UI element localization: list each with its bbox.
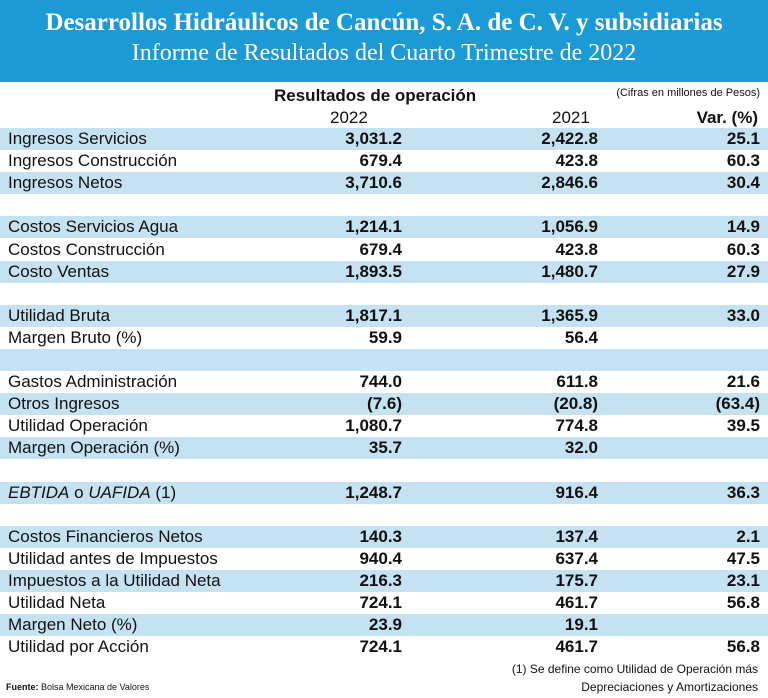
table-row [0, 172, 768, 194]
table-row [0, 459, 768, 481]
row-label: Utilidad Operación [8, 416, 148, 436]
table-row [0, 194, 768, 216]
value-2022 [270, 349, 402, 371]
table-row [0, 261, 768, 283]
table-row [0, 482, 768, 504]
value-2022: 1,817.1 [270, 305, 402, 327]
value-2022: 679.4 [359, 239, 402, 259]
row-label: Ingresos Construcción [8, 151, 178, 171]
row-label: Margen Bruto (%) [8, 327, 143, 347]
row-label: Ingresos Servicios [0, 128, 270, 150]
value-2022: 940.4 [359, 548, 402, 568]
column-header-2022: 2022 [330, 108, 368, 127]
table-row [0, 150, 768, 172]
table-row [0, 504, 768, 526]
value-2021 [402, 283, 598, 305]
value-var: 56.8 [726, 593, 760, 613]
row-label: Costo Ventas [0, 261, 270, 283]
value-2022 [270, 459, 402, 481]
source-label: Fuente: [6, 682, 39, 693]
table-row [0, 371, 768, 393]
value-2022: 1,080.7 [345, 416, 402, 436]
source-note [6, 682, 149, 692]
value-2021: 637.4 [555, 548, 598, 568]
value-2021: 774.8 [555, 416, 598, 436]
value-2021: 916.4 [402, 482, 598, 504]
row-label [0, 504, 270, 526]
value-2022: 1,214.1 [270, 216, 402, 238]
value-2022: 1,893.5 [270, 261, 402, 283]
row-label: Impuestos a la Utilidad Neta [0, 570, 270, 592]
table-row [0, 614, 768, 636]
row-label: Margen Operación (%) [0, 437, 270, 459]
row-label: Ingresos Netos [0, 172, 270, 194]
section-title: Resultados de operación [274, 86, 477, 105]
row-label [0, 349, 270, 371]
value-2022 [270, 283, 402, 305]
row-label: Margen Neto (%) [0, 614, 270, 636]
row-label: Utilidad Bruta [0, 305, 270, 327]
value-2021 [402, 459, 598, 481]
value-2021 [402, 194, 598, 216]
row-label: Costos Financieros Netos [0, 526, 270, 548]
report-banner [0, 0, 768, 82]
table-row [0, 548, 768, 570]
value-var: 33.0 [598, 305, 768, 327]
column-header-2021: 2021 [552, 108, 590, 127]
row-label: Utilidad por Acción [8, 637, 149, 657]
units-note: (Cifras en millones de Pesos) [616, 87, 760, 99]
value-2022: 216.3 [270, 570, 402, 592]
row-label [0, 459, 270, 481]
value-2021: 137.4 [402, 526, 598, 548]
row-label: Utilidad antes de Impuestos [8, 548, 218, 568]
value-2022: 744.0 [359, 372, 402, 392]
value-2022: 59.9 [368, 327, 402, 347]
value-2021: 2,846.6 [402, 172, 598, 194]
table-row [0, 570, 768, 592]
table-row [0, 437, 768, 459]
value-2022: 3,710.6 [270, 172, 402, 194]
value-2022: 724.1 [359, 593, 402, 613]
column-header-var: Var. (%) [696, 108, 758, 127]
row-label: Costos Servicios Agua [0, 216, 270, 238]
value-2021: (20.8) [402, 393, 598, 415]
value-2022: 35.7 [270, 437, 402, 459]
table-row [0, 327, 768, 349]
value-2021: 56.4 [564, 327, 598, 347]
value-2022: 724.1 [359, 637, 402, 657]
footnote [512, 660, 758, 696]
results-table [0, 128, 768, 658]
value-2022: 679.4 [359, 151, 402, 171]
value-var [598, 614, 768, 636]
value-var: 56.8 [726, 637, 760, 657]
value-var [598, 283, 768, 305]
value-var [598, 437, 768, 459]
table-row [0, 393, 768, 415]
ebitda-label-part: o [69, 482, 89, 502]
value-2021 [402, 504, 598, 526]
value-2021: 1,480.7 [402, 261, 598, 283]
value-2021: 461.7 [555, 637, 598, 657]
footnote-line-2: Depreciaciones y Amortizaciones [581, 680, 758, 695]
value-var: (63.4) [598, 393, 768, 415]
row-label: Costos Construcción [8, 239, 165, 259]
value-2021: 423.8 [555, 239, 598, 259]
value-var [598, 349, 768, 371]
table-row [0, 526, 768, 548]
value-var: 27.9 [598, 261, 768, 283]
value-var [598, 504, 768, 526]
table-row [0, 415, 768, 437]
footer [0, 658, 768, 698]
ebitda-label-part: (1) [150, 482, 177, 502]
row-label [0, 283, 270, 305]
value-var: 14.9 [598, 216, 768, 238]
row-label [0, 482, 270, 504]
table-row [0, 283, 768, 305]
row-label [0, 194, 270, 216]
value-var [598, 459, 768, 481]
value-2021: 2,422.8 [402, 128, 598, 150]
table-row [0, 128, 768, 150]
ebitda-label-part: UAFIDA [88, 482, 151, 502]
value-2022: 3,031.2 [270, 128, 402, 150]
value-2022: 140.3 [270, 526, 402, 548]
table-row [0, 238, 768, 260]
report-subtitle: Informe de Resultados del Cuarto Trimestre de 2022 [131, 40, 637, 66]
section-header [0, 82, 768, 106]
ebitda-label-part: EBTIDA [8, 482, 70, 502]
value-var: 2.1 [598, 526, 768, 548]
report-title: Desarrollos Hidráulicos de Cancún, S. A. de C. V. y subsidiarias [45, 9, 723, 36]
value-2021: 1,365.9 [402, 305, 598, 327]
value-2021: 1,056.9 [402, 216, 598, 238]
table-row [0, 592, 768, 614]
table-row [0, 305, 768, 327]
value-2022: 23.9 [270, 614, 402, 636]
value-2021 [402, 349, 598, 371]
value-var [598, 194, 768, 216]
table-row [0, 349, 768, 371]
table-row [0, 636, 768, 658]
value-2021: 611.8 [556, 372, 598, 392]
value-var: 47.5 [726, 548, 760, 568]
row-label: Gastos Administración [8, 372, 178, 392]
value-2022 [270, 194, 402, 216]
value-2021: 32.0 [402, 437, 598, 459]
value-2021: 461.7 [555, 593, 598, 613]
row-label: Otros Ingresos [0, 393, 270, 415]
value-2021: 19.1 [402, 614, 598, 636]
value-var: 36.3 [598, 482, 768, 504]
table-row [0, 216, 768, 238]
value-var: 60.3 [726, 239, 760, 259]
value-var: 60.3 [726, 151, 760, 171]
row-label: Utilidad Neta [8, 593, 106, 613]
value-var: 30.4 [598, 172, 768, 194]
value-var: 39.5 [726, 416, 760, 436]
value-2021: 423.8 [555, 151, 598, 171]
value-var: 21.6 [726, 372, 760, 392]
value-var: 23.1 [598, 570, 768, 592]
value-2022: (7.6) [270, 393, 402, 415]
source-value: Bolsa Mexicana de Valores [38, 682, 150, 693]
column-headers [0, 106, 768, 128]
value-2021: 175.7 [402, 570, 598, 592]
footnote-line-1: (1) Se define como Utilidad de Operación más [511, 662, 758, 677]
value-2022: 1,248.7 [270, 482, 402, 504]
value-var: 25.1 [598, 128, 768, 150]
value-2022 [270, 504, 402, 526]
value-var [598, 327, 768, 349]
